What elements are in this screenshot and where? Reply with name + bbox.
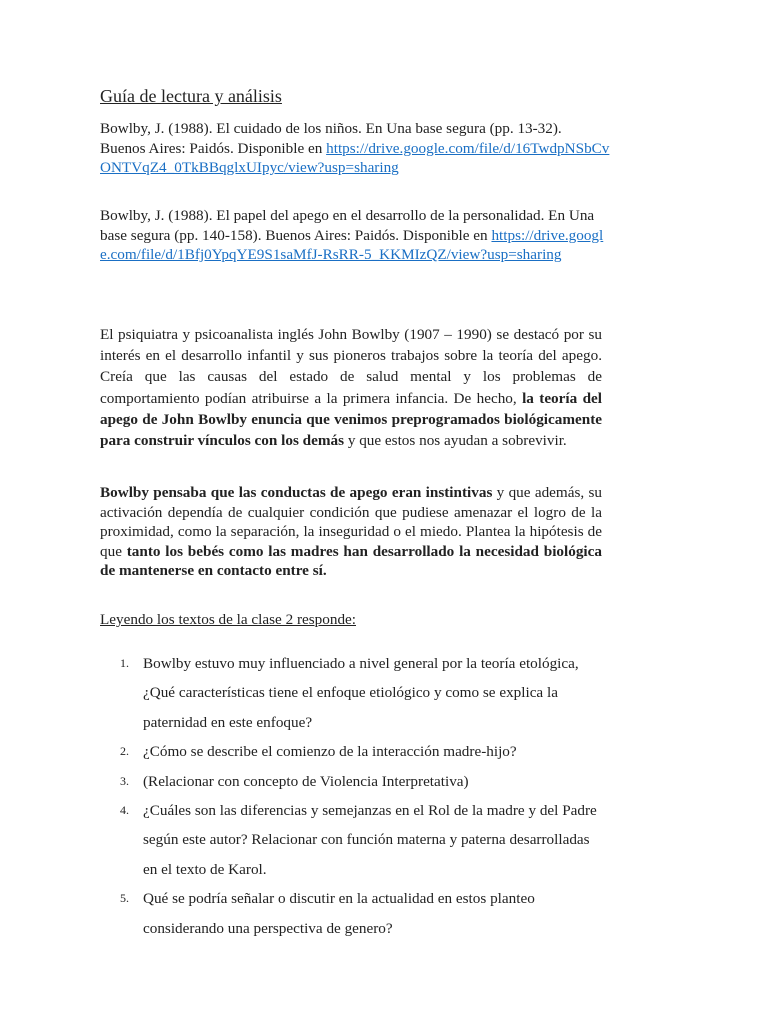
intro-paragraph: [100, 324, 602, 451]
question-item: [120, 796, 600, 884]
question-text: Bowlby estuvo muy influenciado a nivel general por la teoría etológica, ¿Qué características tiene el enfoque etiológico y como se explica la paternidad en este enfoque?: [143, 655, 579, 731]
reference-2-link[interactable]: https://drive.google.com/file/d/1Bfj0YpqYE9S1saMfJ-RsRR-5_KKMIzQZ/view?usp=sharing: [100, 226, 604, 263]
attachment-paragraph-bold-1: Bowlby pensaba que las conductas de apego eran instintivas: [100, 484, 493, 501]
question-number: 1.: [120, 656, 129, 670]
intro-paragraph-bold: la teoría del apego de John Bowlby enuncia que venimos preprogramados biológicamente para construir vínculos con los demás: [100, 389, 602, 450]
question-text: (Relacionar con concepto de Violencia Interpretativa): [143, 772, 469, 790]
question-item: [120, 649, 600, 737]
page-title: Guía de lectura y análisis: [100, 86, 282, 106]
question-item: [120, 737, 600, 766]
attachment-paragraph-bold-2: tanto los bebés como las madres han desarrollado la necesidad biológica de mantenerse en contacto entre sí.: [100, 542, 602, 580]
reference-1-link[interactable]: https://drive.google.com/file/d/16TwdpNSbCvONTVqZ4_0TkBBqglxUIpyc/view?usp=sharing: [100, 139, 610, 176]
question-item: [120, 884, 600, 943]
attachment-paragraph-text: y que además, su activación dependía de cualquier condición que pudiese amenazar el logro de la proximidad, como la separación, la inseguridad o el miedo. Plantea la hipótesis de que: [100, 484, 602, 560]
questions-list: [120, 649, 600, 943]
question-text: Qué se podría señalar o discutir en la actualidad en estos planteo considerando una perspectiva de genero?: [143, 890, 535, 937]
question-item: [120, 767, 600, 796]
intro-paragraph-text: El psiquiatra y psicoanalista inglés John Bowlby (1907 – 1990) se destacó por su interés en el desarrollo infantil y sus pioneros trabajos sobre la teoría del apego. Creía que las causas del estado de salud mental y los problemas de comportamiento podían atribuirse a la primera infancia. De hecho,: [100, 326, 602, 407]
reference-2: [100, 206, 610, 265]
questions-heading: Leyendo los textos de la clase 2 responde:: [100, 611, 356, 628]
intro-paragraph-tail: y que estos nos ayudan a sobrevivir.: [344, 432, 567, 450]
question-text: ¿Cuáles son las diferencias y semejanzas en el Rol de la madre y del Padre según este autor? Relacionar con función materna y paterna desarrolladas en el texto de Karol.: [143, 802, 597, 878]
question-number: 5.: [120, 891, 129, 906]
question-number: 2.: [120, 744, 129, 759]
question-text: ¿Cómo se describe el comienzo de la interacción madre-hijo?: [143, 743, 517, 761]
attachment-paragraph: [100, 483, 602, 581]
question-number: 4.: [120, 803, 129, 818]
question-number: 3.: [120, 773, 129, 788]
reference-1-citation: Bowlby, J. (1988). El cuidado de los niños. En Una base segura (pp. 13-32). Buenos Aires: Paidós. Disponible en: [100, 120, 562, 157]
reference-1: [100, 119, 610, 178]
reference-2-citation: Bowlby, J. (1988). El papel del apego en el desarrollo de la personalidad. En Una base segura (pp. 140-158). Buenos Aires: Paidós. Disponible en: [100, 207, 595, 244]
